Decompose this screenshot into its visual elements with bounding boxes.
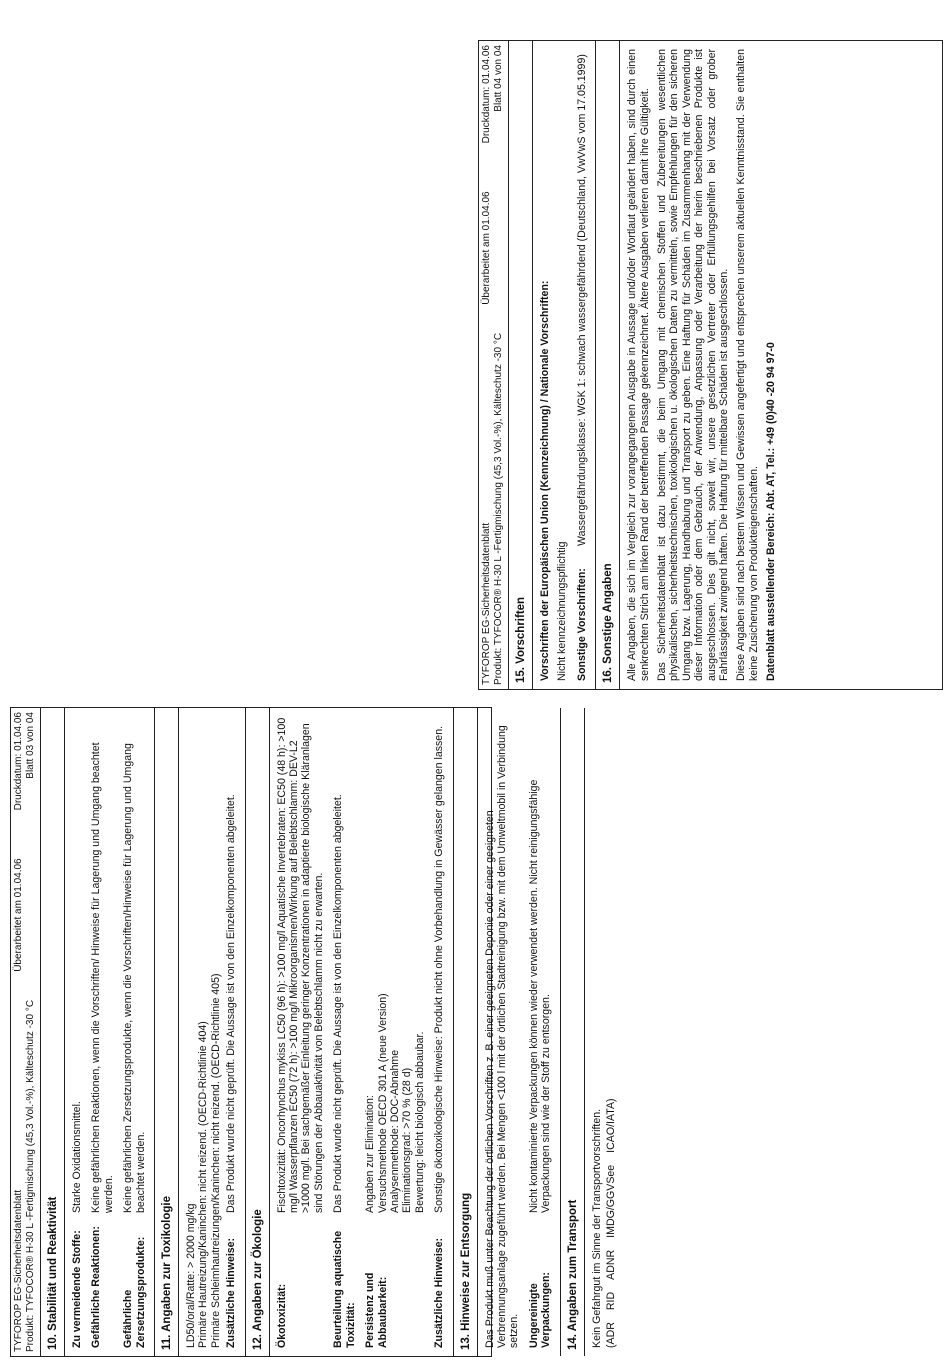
section-title: 12. Angaben zur Ökologie (246, 708, 270, 1356)
transport-code: ICAO/IATA) (604, 1098, 617, 1153)
section-title: 15. Vorschriften (509, 41, 533, 689)
section-title: 11. Angaben zur Toxikologie (155, 708, 179, 1356)
revision-date: Überarbeitet am 01.04.06 (481, 191, 492, 305)
field-label: Beurteilung aquatische Toxizität: (332, 1230, 357, 1348)
field-label: Zusätzliche Hinweise: (225, 1237, 238, 1348)
field-value: Starke Oxidationsmittel. (71, 1101, 83, 1213)
field-value: Keine gefährlichen Zersetzungsprodukte, wenn die Vorschriften/Hinweise für Lagerung und Umgang beachtet werden. (122, 743, 147, 1213)
product-name: Produkt: TYFOCOR® H-30 L -Fertigmischung (45,3 Vol.-%), Kälteschutz -30 °C (493, 332, 504, 685)
issuing-department: Datenblatt ausstellender Bereich: Abt. AT, Tel.: +49 (0)40 -20 94 97-0 (765, 342, 778, 681)
transport-code: ADNR (604, 1249, 617, 1280)
field-label: Ökotoxizität: (275, 1283, 288, 1348)
text-line: Nicht kennzeichnungspflichtig (556, 541, 569, 681)
field-label: Sonstige Vorschriften: (575, 568, 588, 681)
text-line: Primäre Hautreizung/Kaninchen: nicht reizend. (OECD-Richtlinie 404) (197, 1021, 210, 1348)
text-line: LD50/oral/Ratte: > 2000 mg/kg (185, 1203, 198, 1348)
paragraph: Diese Angaben sind nach bestem Wissen und Gewissen angefertigt und entsprechen unserem aktuellen Kenntnisstand. Sie enthalten keine Zusicherung von Produkteigenschaften. (735, 49, 760, 681)
page-3-sheet (10, 707, 617, 1357)
sheet-number: Blatt 04 von 04 (493, 45, 504, 112)
product-name: Produkt: TYFOCOR® H-30 L -Fertigmischung (45,3 Vol.-%), Kälteschutz -30 °C (25, 999, 36, 1352)
text-line: Bewertung: leicht biologisch abbaubar. (413, 1031, 426, 1213)
text-line: Eliminationsgrad: >70 % (28 d) (401, 1067, 414, 1213)
section-13 (454, 708, 561, 1356)
page-4-sheet (478, 40, 943, 690)
field-label: Gefährliche Reaktionen: (90, 1226, 103, 1348)
field-label: Zu vermeidende Stoffe: (71, 1230, 83, 1348)
section-11 (155, 708, 246, 1356)
section-12 (246, 708, 454, 1356)
field-value: Keine gefährlichen Reaktionen, wenn die Vorschriften/ Hinweise für Lagerung und Umgang beachtet werden. (90, 742, 115, 1213)
subheading: Vorschriften der Europäischen Union (Kennzeichnung) / Nationale Vorschriften: (539, 280, 551, 681)
text-line: Versuchsmethode OECD 301 A (neue Version) (376, 993, 389, 1213)
transport-code: IMDG/GGVSee (604, 1164, 617, 1238)
field-value: Nicht kontaminierte Verpackungen können wieder verwendet werden. Nicht reinigungsfähige Verpackungen sind wie der Stoff zu entsorgen. (527, 779, 553, 1213)
transport-code: (ADR (604, 1322, 617, 1348)
field-label: Ungereinigte Verpackungen: (527, 1272, 553, 1348)
field-value: Das Produkt wurde nicht geprüft. Die Aussage ist von den Einzelkomponenten abgeleitet. (332, 794, 345, 1213)
field-label: Zusätzliche Hinweise: (433, 1237, 446, 1348)
page-3-header (11, 708, 41, 1356)
section-title: 16. Sonstige Angaben (596, 41, 620, 689)
field-value: Wassergefährdungsklasse: WGK 1: schwach wassergefährdend (Deutschland, VwVwS vom 17.05.1999) (575, 54, 588, 546)
section-title: 14. Angaben zum Transport (561, 708, 585, 1356)
sheet-number: Blatt 03 von 04 (25, 712, 36, 779)
section-title: 13. Hinweise zur Entsorgung (454, 708, 478, 1356)
revision-date: Überarbeitet am 01.04.06 (13, 858, 24, 972)
text-line: Kein Gefahrgut im Sinne der Transportvorschriften. (590, 1108, 603, 1348)
section-15 (509, 41, 596, 689)
paragraph: Das Sicherheitsdatenblatt ist dazu bestimmt, die beim Umgang mit chemischen Stoffen und Zubereitungen wesentlichen physikalischen, sicherheitstechnischen, toxikologischen u. ökologischen Daten zu vermitteln, sowie Empfehlungen für den sicheren Umgang bzw. Lagerung, Handhabung und Transport zu geben. Eine Haftung für Schäden im Zusammenhang mit der Verwendung dieser Information oder dem Gebrauch, der Anwendung, Anpassung oder Verarbeitung der hierin beschriebenen Produkte ist ausgeschlossen. Dies gilt nicht, soweit wir, unsere gesetzlichen Vertreter oder Erfüllungsgehilfen bei Vorsatz oder grober Fahrlässigkeit zwingend haften. Die Haftung für mittelbare Schäden ist ausgeschlossen. (656, 49, 731, 681)
section-10 (41, 708, 155, 1356)
field-label: Persistenz und Abbaubarkeit: (364, 1272, 389, 1348)
section-14 (561, 708, 625, 1356)
text-line: Primäre Schleimhautreizungen/Kaninchen: nicht reizend. (OECD-Richtlinie 405) (209, 973, 222, 1348)
section-16 (596, 41, 789, 689)
text-line: Angaben zur Elimination: (364, 1095, 377, 1213)
section-title: 10. Stabilität und Reaktivität (41, 708, 65, 1356)
paragraph: Das Produkt muß unter Beachtung der örtlichen Vorschriften z. B. einer geeigneten Deponie oder einer geeigneten Verbrennungsanlage zugeführt werden. Bei Mengen <100 l mit der örtlichen Stadtreinigung bzw. mit dem Umweltmobil in Verbindung setzen. (483, 725, 521, 1348)
print-date: Druckdatum: 01.04.06 (481, 45, 492, 144)
field-value: Fischtoxizität: Oncorhynchus mykiss LC50 (96 h): >100 mg/l Aquatische Invertebraten: EC50 (48 h): >100 mg/l Wasserpflanzen EC50 (72 h): >100 mg/l Mikroorganismen/Wirkung auf Belebtschlamm: DEV-L2 >1000 mg/l. Bei sachgemäßer Einleitung geringer Konzentrationen in adaptierte biologische Kläranlagen sind Störungen der Abbauaktivität von Belebtschlamm nicht zu erwarten. (275, 717, 325, 1213)
paragraph: Alle Angaben, die sich im Vergleich zur vorangegangenen Ausgabe in Aussage und/oder Wortlaut geändert haben, sind durch einen senkrechten Strich am linken Rand der betreffenden Passage gekennzeichnet. Ältere Ausgaben verlieren damit ihre Gültigkeit. (626, 49, 651, 681)
text-line: Analysenmethode: DOC-Abnahme (388, 1049, 401, 1213)
field-value: Das Produkt wurde nicht geprüft. Die Aussage ist von den Einzelkomponenten abgeleitet. (225, 794, 238, 1213)
page-4-header (479, 41, 509, 689)
print-date: Druckdatum: 01.04.06 (13, 712, 24, 811)
field-label: Gefährliche Zersetzungsprodukte: (122, 1236, 147, 1348)
transport-code: RID (604, 1291, 617, 1311)
field-value: Sonstige ökotoxikologische Hinweise: Produkt nicht ohne Vorbehandlung in Gewässer gelangen lassen. (433, 725, 446, 1213)
document-name: TYFOROP EG-Sicherheitsdatenblatt (13, 1189, 24, 1352)
document-name: TYFOROP EG-Sicherheitsdatenblatt (481, 522, 492, 685)
